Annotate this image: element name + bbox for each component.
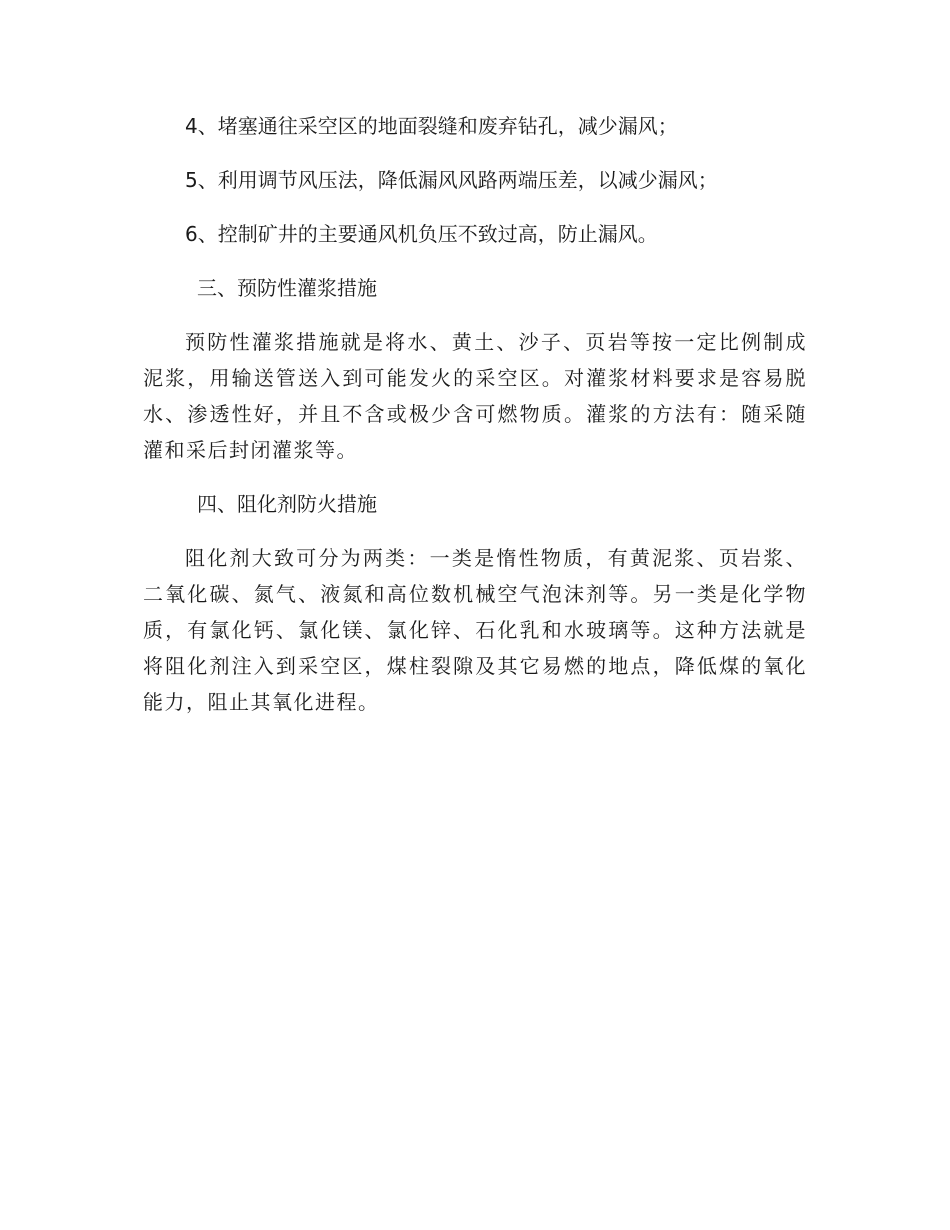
document-body xyxy=(143,108,807,738)
list-item-5: 5、利用调节风压法，降低漏风风路两端压差，以减少漏风； xyxy=(185,168,718,192)
list-item-6: 6、控制矿井的主要通风机负压不致过高，防止漏风。 xyxy=(185,222,658,246)
section-heading-inhibitor: 四、阻化剂防火措施 xyxy=(197,492,377,516)
paragraph-inhibitor: 阻化剂大致可分为两类：一类是惰性物质，有黄泥浆、页岩浆、二氧化碳、氮气、液氮和高位数机械空气泡沫剂等。另一类是化学物质，有氯化钙、氯化镁、氯化锌、石化乳和水玻璃等。这种方法就是将阻化剂注入到采空区，煤柱裂隙及其它易燃的地点，降低煤的氧化能力，阻止其氧化进程。 xyxy=(143,546,807,714)
list-item-4: 4、堵塞通往采空区的地面裂缝和废弃钻孔，减少漏风； xyxy=(185,114,678,138)
section-heading-grouting: 三、预防性灌浆措施 xyxy=(197,276,377,300)
paragraph-grouting: 预防性灌浆措施就是将水、黄土、沙子、页岩等按一定比例制成泥浆，用输送管送入到可能发火的采空区。对灌浆材料要求是容易脱水、渗透性好，并且不含或极少含可燃物质。灌浆的方法有：随采随灌和采后封闭灌浆等。 xyxy=(143,330,807,462)
